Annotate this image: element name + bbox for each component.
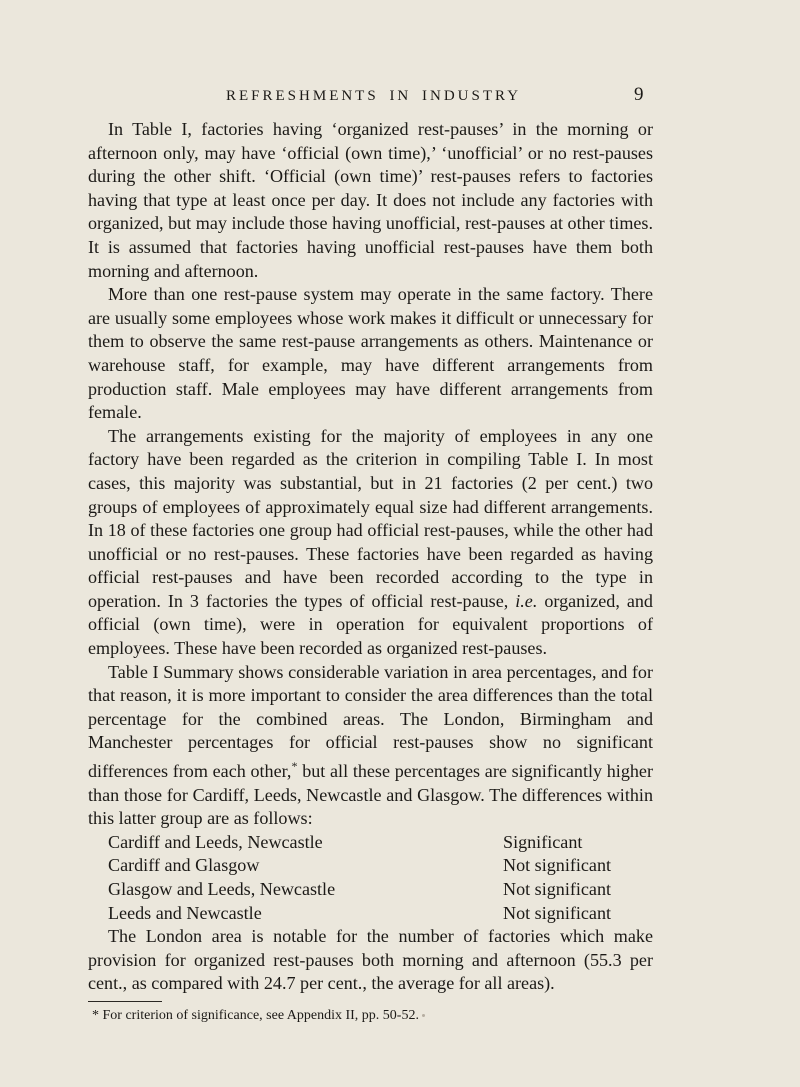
- comparison-pair: Cardiff and Glasgow: [108, 855, 260, 876]
- footnote-marker: *: [92, 1008, 99, 1023]
- significance-comparison-list: [108, 831, 653, 925]
- body-text: [88, 118, 653, 1025]
- footnote: [88, 1007, 653, 1025]
- paragraph-3-text: The arrangements existing for the majority of employees in any one factory have been regarded as the criterion in compiling Table I. In most cases, this majority was substantial, but in 21 factories (2 per cent.) two groups of employees of approximately equal size had different arrangements. In 18 of these factories one group had official rest-pauses, while the other had unofficial or no rest-pauses. These factories have been regarded as having official rest-pauses and have been recorded according to the type in operation. In 3 factories the types of official rest-pause,: [88, 425, 653, 611]
- comparison-pair: Leeds and Newcastle: [108, 902, 262, 923]
- paragraph-2: More than one rest-pause system may operate in the same factory. There are usually some employees whose work makes it difficult or unnecessary for them to observe the same rest-pause arrangements as others. Maintenance or warehouse staff, for example, may have different arrangements from production staff. Male employees may have different arrangements from female.: [88, 284, 653, 423]
- comparison-result: Not significant: [503, 902, 612, 923]
- paragraph-3-continued: organized, and official (own time), were in operation for equivalent proportions of employees. These have been recorded as organized rest-pauses.: [88, 590, 653, 659]
- comparison-row: [108, 854, 653, 878]
- footnote-reference: *: [291, 759, 298, 774]
- footnote-text: For criterion of significance, see Appendix II, pp. 50-52.: [102, 1008, 419, 1023]
- page-number: 9: [634, 84, 644, 105]
- comparison-pair: Glasgow and Leeds, Newcastle: [108, 879, 336, 900]
- paragraph-3: [88, 425, 653, 661]
- comparison-result: Not significant: [503, 879, 612, 900]
- ie-abbreviation: i.e.: [515, 590, 538, 611]
- comparison-result: Significant: [503, 831, 583, 852]
- paper-speck: [422, 1014, 425, 1017]
- paragraph-1: In Table I, factories having ‘organized rest-pauses’ in the morning or afternoon only, may have ‘official (own time),’ ‘unofficial’ or no rest-pauses during the other shift. ‘Official (own time)’ rest-pauses refers to factories having that type at least once per day. It does not include any factories with organized, but may include those having unofficial, rest-pauses at other times. It is assumed that factories having unofficial rest-pauses have them both morning and afternoon.: [88, 119, 653, 281]
- paragraph-4: [88, 661, 653, 831]
- paragraph-4-text: Table I Summary shows considerable variation in area percentages, and for that reason, it is more important to consider the area differences than the total percentage for the combined areas. The London, Birmingham and Manchester percentages for official rest-pauses show no significant differences from each other,: [88, 661, 653, 782]
- comparison-row: [108, 878, 653, 902]
- comparison-row: [108, 831, 653, 855]
- comparison-row: [108, 902, 653, 926]
- comparison-pair: Cardiff and Leeds, Newcastle: [108, 831, 323, 852]
- comparison-result: Not significant: [503, 855, 612, 876]
- running-header: REFRESHMENTS IN INDUSTRY: [226, 88, 522, 104]
- paragraph-4-continued: but all these percentages are significantly higher than those for Cardiff, Leeds, Newcastle and Glasgow. The differences within this latter group are as follows:: [88, 761, 653, 829]
- paragraph-5: The London area is notable for the number of factories which make provision for organized rest-pauses both morning and afternoon (55.3 per cent., as compared with 24.7 per cent., the average for all areas).: [88, 926, 653, 994]
- footnote-divider: [88, 1001, 162, 1002]
